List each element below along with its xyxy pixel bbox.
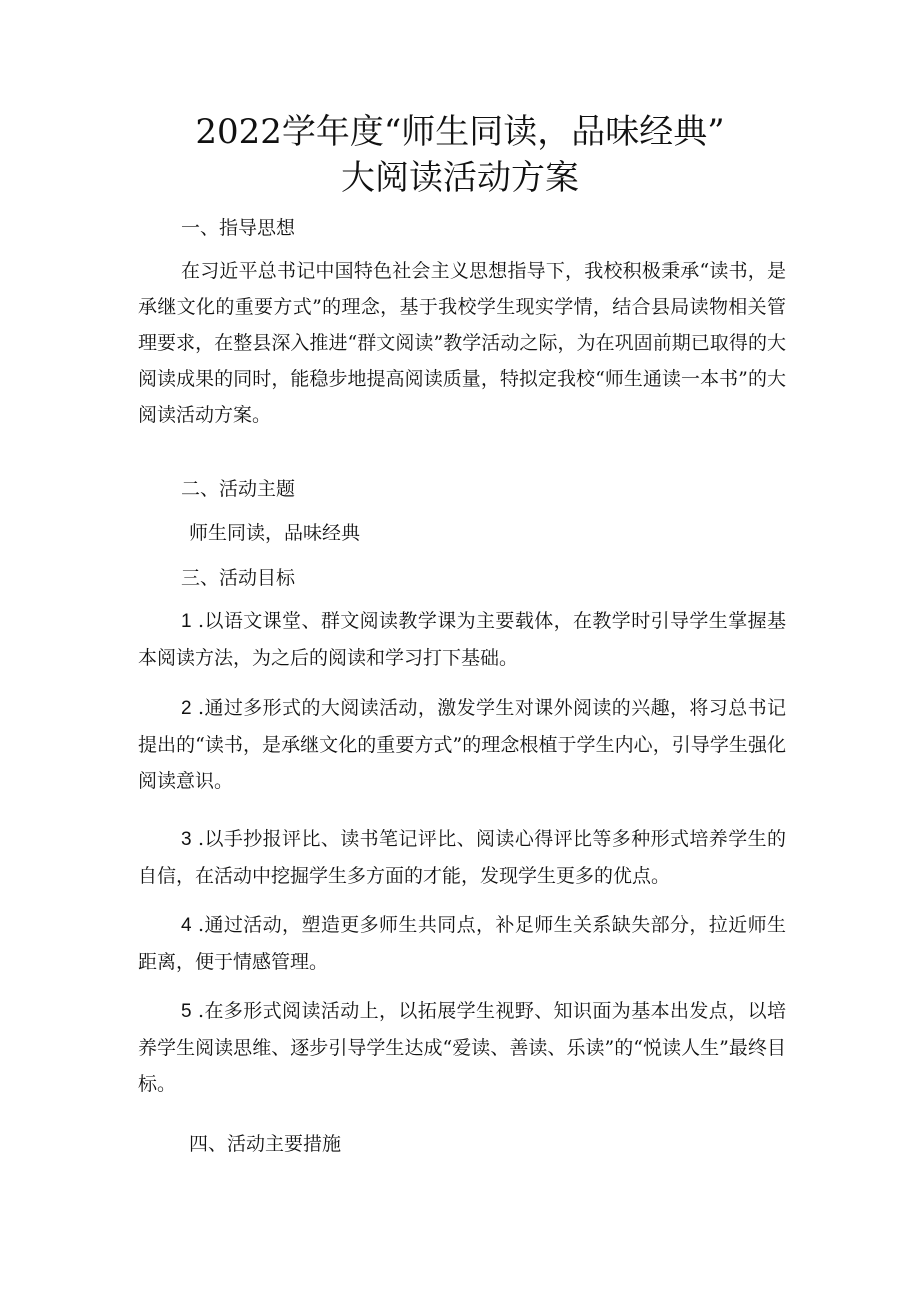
section-heading-main-measures: 四、活动主要措施 bbox=[189, 1133, 342, 1155]
section-heading-guiding-thought: 一、指导思想 bbox=[181, 217, 296, 239]
goal-text: .通过活动，塑造更多师生共同点，补足师生关系缺失部分，拉近师生距离，便于情感管理。 bbox=[138, 914, 786, 973]
section-heading-activity-theme: 二、活动主题 bbox=[181, 478, 296, 500]
document-title-line-1: 2022学年度“师生同读，品味经典” bbox=[195, 112, 725, 152]
goal-item-3 bbox=[138, 821, 786, 894]
section-heading-activity-goals: 三、活动目标 bbox=[181, 567, 296, 589]
goal-number: 2 bbox=[181, 698, 192, 719]
goal-item-2 bbox=[138, 690, 786, 799]
goal-text: .在多形式阅读活动上，以拓展学生视野、知识面为基本出发点，以培养学生阅读思维、逐步引导学生达成“爱读、善读、乐读”的“悦读人生”最终目标。 bbox=[138, 1000, 786, 1095]
goal-item-4 bbox=[138, 907, 786, 980]
activity-theme-text: 师生同读，品味经典 bbox=[189, 522, 361, 544]
goal-text: .以语文课堂、群文阅读教学课为主要载体，在教学时引导学生掌握基本阅读方法，为之后的阅读和学习打下基础。 bbox=[138, 610, 786, 669]
goal-number: 5 bbox=[181, 1001, 192, 1022]
goal-number: 1 bbox=[181, 611, 192, 632]
paragraph-guiding-thought: 在习近平总书记中国特色社会主义思想指导下，我校积极秉承“读书，是承继文化的重要方式”的理念，基于我校学生现实学情，结合县局读物相关管理要求，在整县深入推进“群文阅读”教学活动之际，为在巩固前期已取得的大阅读成果的同时，能稳步地提高阅读质量，特拟定我校“师生通读一本书”的大阅读活动方案。 bbox=[138, 260, 786, 426]
goal-number: 4 bbox=[181, 915, 192, 936]
goal-text: .通过多形式的大阅读活动，激发学生对课外阅读的兴趣，将习总书记提出的“读书，是承继文化的重要方式”的理念根植于学生内心，引导学生强化阅读意识。 bbox=[138, 697, 786, 792]
document-title-line-2: 大阅读活动方案 bbox=[341, 158, 579, 198]
goal-item-5 bbox=[138, 993, 786, 1102]
goal-number: 3 bbox=[181, 829, 192, 850]
goal-item-1 bbox=[138, 603, 786, 676]
goal-text: .以手抄报评比、读书笔记评比、阅读心得评比等多种形式培养学生的自信，在活动中挖掘学生多方面的才能，发现学生更多的优点。 bbox=[138, 828, 786, 887]
